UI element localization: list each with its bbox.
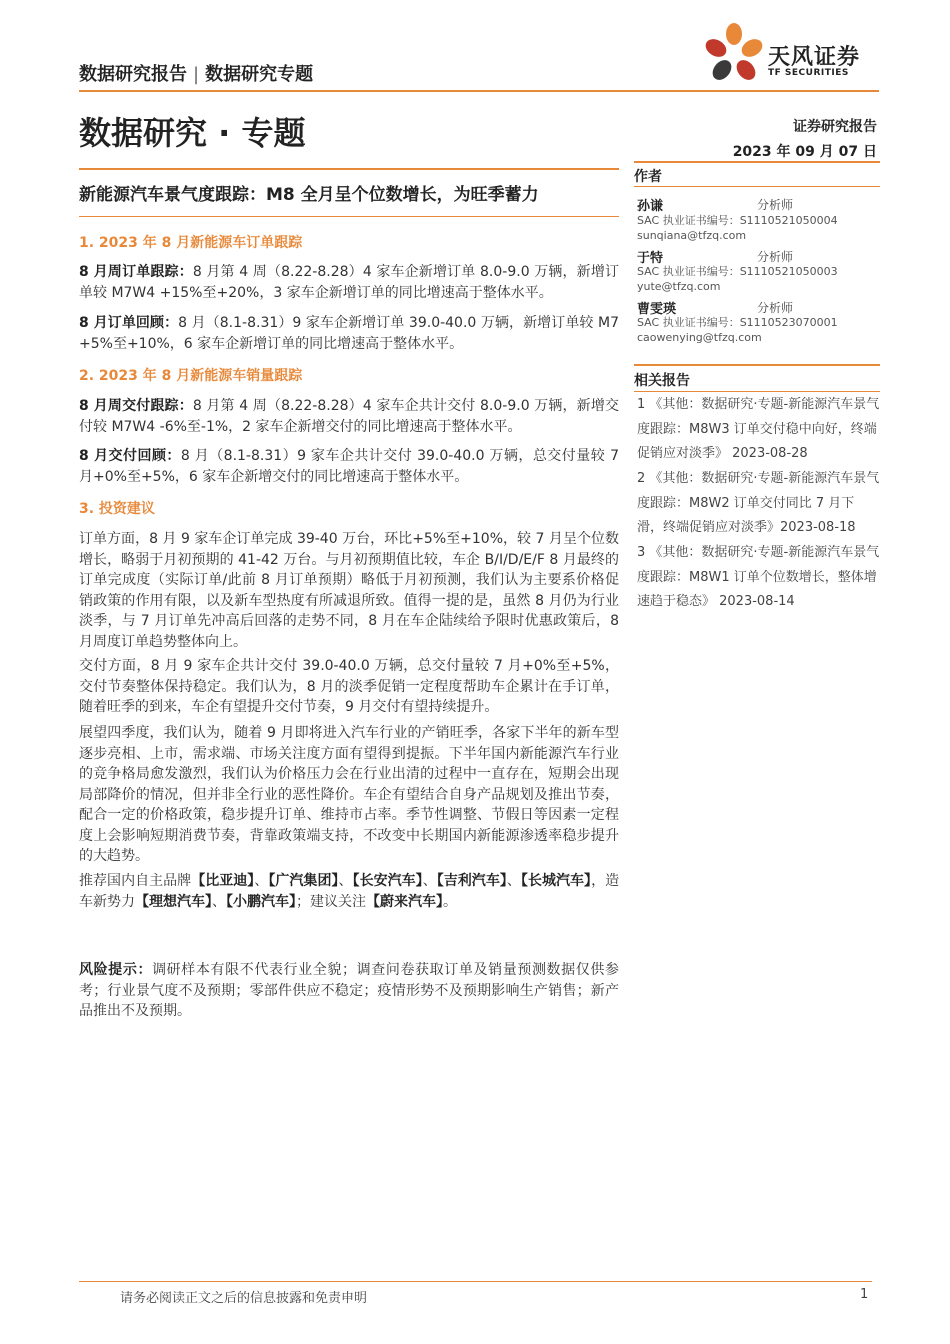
paragraph-weekly-orders (79, 262, 619, 303)
logo-name: 天风证券 (768, 45, 861, 70)
sidebar-divider-top (634, 161, 880, 163)
section-heading-1: 1. 2023 年 8 月新能源车订单跟踪 (79, 235, 303, 251)
para-text: 。 (443, 893, 457, 910)
header-divider (79, 90, 879, 92)
stock-nio: 【蔚来汽车】 (366, 893, 443, 910)
stock-gac: 【广汽集团】 (268, 873, 339, 889)
para-text: 、 (506, 873, 521, 889)
author-cert: SAC 执业证书编号：S1110521050003 (637, 265, 838, 278)
author-email[interactable]: yute@tfzq.com (637, 280, 721, 293)
related-report-item[interactable]: 1 《其他：数据研究·专题-新能源汽车景气度跟踪：M8W3 订单交付稳中向好，终端促销应对淡季》 2023-08-28 (637, 397, 880, 461)
page-number: 1 (860, 1287, 869, 1302)
para-lead: 8 月周订单跟踪： (79, 264, 193, 280)
paragraph-monthly-orders (79, 313, 619, 354)
header-subcategory: 数据研究专题 (205, 64, 314, 85)
author-cert: SAC 执业证书编号：S1110523070001 (637, 316, 838, 329)
author-role: 分析师 (757, 301, 794, 315)
stock-xpeng: 【小鹏汽车】 (226, 893, 296, 910)
stock-li-auto: 【理想汽车】 (135, 893, 212, 910)
paragraph-orders-analysis: 订单方面，8 月 9 家车企订单完成 39-40 万台，环比+5%至+10%，较 7 月呈个位数增长，略弱于月初预期的 41-42 万台。与月初预期值比较，车企 B/I/D/E/F 8 月最终的订单完成度（实际订单/此前 8 月订单预期）略低于月初预测，我们认为主要系价格促销政策的作用有限，以及新车型热度有所减退所致。值得一提的是，虽然 8 月仍为行业淡季，与 7 月订单先冲高后回落的走势不同，8 月在车企陆续给予限时优惠政策后，8 月周度订单趋势整体向上。 (79, 531, 619, 650)
related-reports-label: 相关报告 (634, 373, 690, 389)
related-report-item[interactable]: 3 《其他：数据研究·专题-新能源汽车景气度跟踪：M8W1 订单个位数增长，整体增速趋于稳态》 2023-08-14 (637, 545, 880, 609)
paragraph-weekly-deliveries (79, 396, 619, 437)
author-name: 曹雯瑛 (637, 302, 677, 317)
author-role: 分析师 (757, 198, 794, 212)
paragraph-risk-warning (79, 960, 619, 1022)
stock-byd: 【比亚迪】 (191, 873, 255, 889)
stock-changan: 【长安汽车】 (352, 873, 423, 889)
stock-great-wall: 【长城汽车】 (520, 873, 592, 889)
related-divider (634, 391, 880, 392)
author-name: 于特 (637, 251, 664, 266)
section-heading-2: 2. 2023 年 8 月新能源车销量跟踪 (79, 368, 303, 384)
author-role: 分析师 (757, 250, 794, 264)
stock-geely: 【吉利汽车】 (436, 873, 507, 889)
header-breadcrumb (79, 60, 313, 86)
logo-subtitle: TF SECURITIES (768, 68, 849, 78)
para-text: 、 (212, 893, 226, 910)
footer-divider (79, 1281, 872, 1282)
paragraph-delivery-analysis: 交付方面，8 月 9 家车企共计交付 39.0-40.0 万辆，总交付量较 7 月+0%至+5%，交付节奏整体保持稳定。我们认为，8 月的淡季促销一定程度帮助车企累计在手订单，随着旺季的到来，车企有望提升交付节奏，9 月交付有望持续提升。 (79, 658, 619, 715)
para-body: 8 月（8.1-8.31）9 家车企共计交付 39.0-40.0 万辆，总交付量较 7 月+0%至+5%，6 家车企新增交付的同比增速高于整体水平。 (79, 448, 619, 485)
report-type: 证券研究报告 (793, 119, 877, 135)
author-email[interactable]: caowenying@tfzq.com (637, 331, 762, 344)
para-body: 调研样本有限不代表行业全貌；调查问卷获取订单及销量预测数据仅供参考；行业景气度不及预期；零部件供应不稳定；疫情形势不及预期影响生产销售；新产品推出不及预期。 (79, 962, 620, 1019)
main-divider-top (79, 168, 619, 170)
related-report-item[interactable]: 2 《其他：数据研究·专题-新能源汽车景气度跟踪：M8W2 订单交付同比 7 月下滑，终端促销应对淡季》2023-08-18 (637, 471, 880, 535)
paragraph-monthly-deliveries (79, 446, 619, 487)
related-divider-top (634, 364, 880, 366)
header-category: 数据研究报告 (79, 64, 187, 85)
para-text: ，造车新势力 (79, 873, 620, 910)
tf-securities-logo-icon (700, 22, 768, 90)
author-name: 孙谦 (637, 199, 664, 214)
page-title: 数据研究 · 专题 (79, 114, 306, 152)
header-separator: | (193, 64, 200, 85)
report-date: 2023 年 09 月 07 日 (732, 144, 877, 160)
para-body: 8 月第 4 周（8.22-8.28）4 家车企共计交付 8.0-9.0 万辆，新增交付较 M7W4 -6%至-1%，2 家车企新增交付的同比增速高于整体水平。 (79, 398, 619, 435)
report-subtitle: 新能源汽车景气度跟踪：M8 全月呈个位数增长，为旺季蓄力 (79, 185, 539, 205)
section-heading-3: 3. 投资建议 (79, 501, 155, 517)
para-lead: 8 月订单回顾： (79, 315, 179, 331)
author-cert: SAC 执业证书编号：S1110521050004 (637, 214, 838, 227)
authors-label: 作者 (634, 169, 662, 185)
paragraph-recommendations (79, 871, 619, 912)
footer-disclaimer: 请务必阅读正文之后的信息披露和免责申明 (120, 1291, 368, 1306)
para-body: 8 月第 4 周（8.22-8.28）4 家车企新增订单 8.0-9.0 万辆，新增订单较 M7W4 +15%至+20%，3 家车企新增订单的同比增速高于整体水平。 (79, 264, 619, 301)
para-text: 、 (338, 873, 353, 889)
para-text: 、 (422, 873, 437, 889)
para-text: 、 (254, 873, 269, 889)
subtitle-divider (79, 216, 619, 217)
para-lead: 8 月交付回顾： (79, 448, 181, 464)
para-lead: 风险提示： (79, 962, 153, 978)
para-text: 推荐国内自主品牌 (79, 873, 192, 889)
paragraph-q4-outlook: 展望四季度，我们认为，随着 9 月即将进入汽车行业的产销旺季，各家下半年的新车型逐步亮相、上市，需求端、市场关注度方面有望得到提振。下半年国内新能源汽车行业的竞争格局愈发激烈，我们认为价格压力会在行业出清的过程中一直存在，短期会出现局部降价的情况，但并非全行业的恶性降价。车企有望结合自身产品规划及推出节奏，配合一定的价格政策，稳步提升订单、维持市占率。季节性调整、节假日等因素一定程度上会影响短期消费节奏，背靠政策端支持，不改变中长期国内新能源渗透率稳步提升的大趋势。 (79, 725, 619, 864)
para-text: ；建议关注 (296, 893, 366, 910)
author-email[interactable]: sunqiana@tfzq.com (637, 229, 747, 242)
authors-divider (634, 186, 880, 187)
para-lead: 8 月周交付跟踪： (79, 398, 193, 414)
para-body: 8 月（8.1-8.31）9 家车企新增订单 39.0-40.0 万辆，新增订单较 M7 +5%至+10%，6 家车企新增订单的同比增速高于整体水平。 (79, 315, 619, 352)
